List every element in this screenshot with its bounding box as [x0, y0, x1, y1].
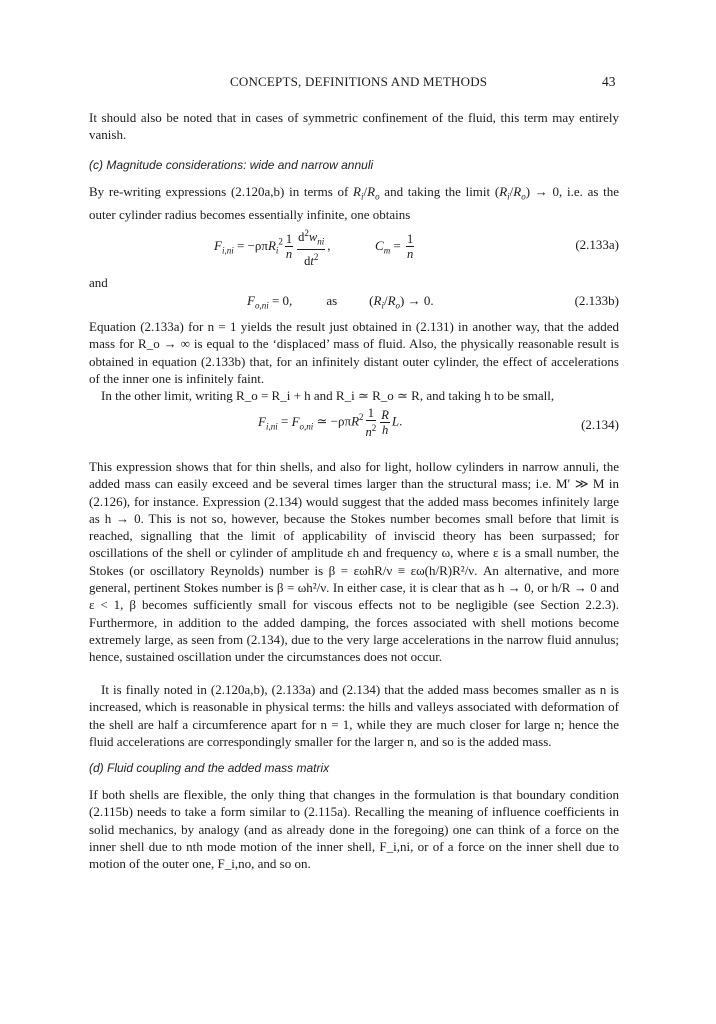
- paragraph-c3: In the other limit, writing R_o = R_i + h and R_i ≃ R_o ≃ R, and taking h to be small,: [101, 388, 555, 403]
- equation-2-133a: $F_{i,ni} = -\rho\pi R_i^2$ $\frac{1}{n}$ $\frac{d^2w_{ni}}{dt^2}$ , $C_m$ = $\frac{1}{n}$: [214, 228, 414, 268]
- paragraph-intro: It should also be noted that in cases of symmetric confinement of the fluid, this term may entirely vanish.: [89, 110, 619, 143]
- equation-2-134: $F_{i,ni} = F_{o,ni}$ ≃ −ρπR$^2$ $\frac{1}{n^2}$ $\frac{R}{h}$ L.: [258, 406, 403, 440]
- connector-and: and: [89, 275, 108, 290]
- section-heading-d: (d) Fluid coupling and the added mass matrix: [89, 761, 330, 775]
- paragraph-c4: This expression shows that for thin shells, and also for light, hollow cylinders in narrow annuli, the added mass can easily exceed and be several times larger than the structural mass; i.e. M′ ≫ M in (2.126), for instance. Expression (2.134) would suggest that the added mass becomes infinitely large as h → 0. This is not so, however, because the Stokes number becomes small before that limit is reached, signalling that the limit of applicability of inviscid theory has been surpassed; for oscillations of the shell or cylinder of amplitude εh and frequency ω, where ε is a small number, the Stokes (or oscillatory Reynolds) number is β = εωhR/ν ≡ εω(h/R)R²/ν. An alternative, and more general, pertinent Stokes number is β = ωh²/ν. In either case, it is clear that as h → 0, or h/R → 0 and ε < 1, β becomes sufficiently small for viscous effects not to be negligible (see Section 2.2.3). Furthermore, in addition to the added damping, the forces associated with shell motions become extremely large, as seen from (2.134), due to the very large accelerations in the narrow fluid annulus; hence, sustained oscillation under the circumstances does not occur.: [89, 459, 619, 665]
- equation-number-2-134: (2.134): [581, 417, 619, 432]
- eq-133b-as: as: [326, 293, 338, 308]
- paragraph-d1: If both shells are flexible, the only thing that changes in the formulation is that boundary condition (2.115b) needs to take a form similar to (2.115a). Recalling the meaning of influence coefficients in solid mechanics, by analogy (and as already done in the foregoing) one can think of a force on the inner shell due to nth mode motion of the inner shell, F_i,ni, or of a force on the inner shell due to motion of the outer one, F_i,no, and so on.: [89, 787, 619, 872]
- equation-2-133b: $F_{o,ni} = 0$, as $(R_i/R_o) \to 0$.: [247, 293, 434, 311]
- paragraph-c2: Equation (2.133a) for n = 1 yields the result just obtained in (2.131) in another way, that the added mass for R_o → ∞ is equal to the ‘displaced’ mass of fluid. Also, the physically reasonable result is obtained in equation (2.133b) that, for an infinitely distant outer cylinder, the effect of accelerations of the inner one is infinitely faint.: [89, 319, 619, 386]
- paragraph-c5: It is finally noted in (2.120a,b), (2.133a) and (2.134) that the added mass becomes smaller as n is increased, which is reasonable in physical terms: the hills and valleys associated with deformation of the shell are half a circumference apart for n = 1, while they are much closer for large n; hence the fluid accelerations are correspondingly smaller for the larger n, and so is the added mass.: [89, 682, 619, 749]
- paragraph-c1: By re-writing expressions (2.120a,b) in terms of $R_i/R_o$ and taking the limit $(R_i/R_o) \to 0$, i.e. as the outer cylinder radius becomes essentially infinite, one obtains: [89, 184, 619, 222]
- page-number: 43: [602, 74, 616, 89]
- equation-number-2-133b: (2.133b): [574, 293, 619, 308]
- section-heading-c: (c) Magnitude considerations: wide and narrow annuli: [89, 158, 374, 172]
- equation-number-2-133a: (2.133a): [575, 237, 619, 252]
- running-header: CONCEPTS, DEFINITIONS AND METHODS: [230, 74, 488, 89]
